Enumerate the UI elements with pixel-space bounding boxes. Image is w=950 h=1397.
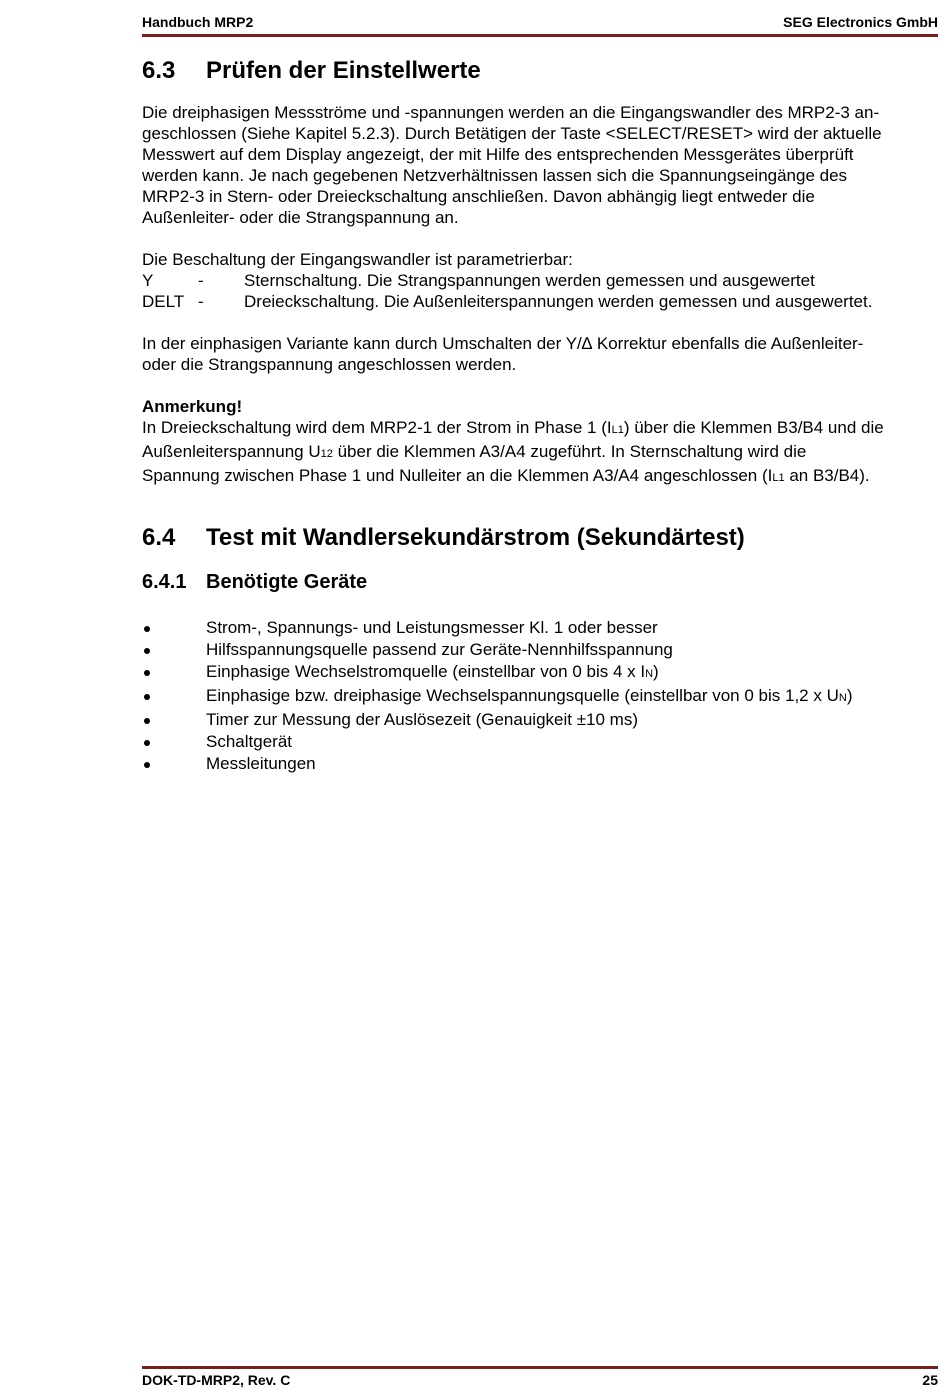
paragraph-line: Außenleiterspannung U12 über die Klemmen A3/A4 zugeführt. In Sternschaltung wird die	[142, 442, 807, 461]
bullet-icon	[142, 753, 206, 775]
note-paragraph	[142, 417, 942, 489]
paragraph-line: Spannung zwischen Phase 1 und Nulleiter an die Klemmen A3/A4 angeschlossen (IL1 an B3/B4).	[142, 466, 870, 485]
list-item: Messleitungen	[142, 753, 942, 775]
section-title: Test mit Wandlersekundärstrom (Sekundärtest)	[206, 524, 745, 551]
wiring-intro: Die Beschaltung der Eingangswandler ist parametrierbar:	[142, 250, 573, 269]
header-company: SEG Electronics GmbH	[783, 14, 938, 30]
mode-key: Y	[142, 271, 154, 290]
page-number: 25	[922, 1372, 938, 1388]
mode-text: Dreieckschaltung. Die Außenleiterspannungen werden gemessen und ausgewertet.	[244, 292, 873, 311]
paragraph-line: In der einphasigen Variante kann durch Umschalten der Y/∆ Korrektur ebenfalls die Außenleiter-	[142, 334, 864, 353]
subsection-heading-6-4-1	[142, 569, 942, 595]
bullet-icon	[142, 731, 206, 753]
section-number: 6.4	[142, 524, 176, 551]
footer-rule	[142, 1366, 938, 1369]
paragraph-line: MRP2-3 in Stern- oder Dreieckschaltung anschließen. Davon abhängig liegt entweder die	[142, 187, 815, 206]
header-manual-title: Handbuch MRP2	[142, 14, 254, 30]
bullet-icon	[142, 617, 206, 639]
paragraph-line: Außenleiter- oder die Strangspannung an.	[142, 208, 459, 227]
list-item: Einphasige Wechselstromquelle (einstellbar von 0 bis 4 x IN)	[142, 661, 942, 685]
mode-key: DELT	[142, 292, 185, 311]
equipment-list	[142, 617, 942, 775]
paragraph-line: werden kann. Je nach gegebenen Netzverhältnissen lassen sich die Spannungseingänge des	[142, 166, 848, 185]
wiring-mode-star	[142, 270, 942, 291]
paragraph-line: Messwert auf dem Display angezeigt, der mit Hilfe des entsprechenden Messgerätes überprüft	[142, 145, 854, 164]
bullet-icon	[142, 661, 206, 685]
list-item: Schaltgerät	[142, 731, 942, 753]
mode-dash: -	[198, 292, 204, 311]
bullet-icon	[142, 709, 206, 731]
mode-dash: -	[198, 271, 204, 290]
subsection-number: 6.4.1	[142, 571, 187, 593]
section-title: Prüfen der Einstellwerte	[206, 57, 481, 84]
paragraph-line: Die dreiphasigen Messströme und -spannungen werden an die Eingangswandler des MRP2-3 an-	[142, 103, 880, 122]
single-phase-paragraph	[142, 333, 942, 375]
mode-text: Sternschaltung. Die Strangspannungen werden gemessen und ausgewertet	[244, 271, 815, 290]
bullet-icon	[142, 685, 206, 709]
paragraph-line: oder die Strangspannung angeschlossen werden.	[142, 355, 517, 374]
paragraph-line: In Dreieckschaltung wird dem MRP2-1 der Strom in Phase 1 (IL1) über die Klemmen B3/B4 und die	[142, 418, 884, 437]
intro-paragraph	[142, 102, 942, 228]
subsection-title: Benötigte Geräte	[206, 571, 368, 593]
list-item: Timer zur Messung der Auslösezeit (Genauigkeit ±10 ms)	[142, 709, 942, 731]
section-heading-6-3	[142, 56, 942, 86]
header-rule	[142, 34, 938, 37]
section-heading-6-4	[142, 523, 942, 553]
page-content	[142, 56, 942, 775]
paragraph-line: geschlossen (Siehe Kapitel 5.2.3). Durch Betätigen der Taste <SELECT/RESET> wird der aktuelle	[142, 124, 882, 143]
bullet-icon	[142, 639, 206, 661]
list-item: Strom-, Spannungs- und Leistungsmesser Kl. 1 oder besser	[142, 617, 942, 639]
wiring-mode-delta	[142, 291, 942, 312]
section-number: 6.3	[142, 57, 176, 84]
list-item: Einphasige bzw. dreiphasige Wechselspannungsquelle (einstellbar von 0 bis 1,2 x UN)	[142, 685, 942, 709]
note-title: Anmerkung!	[142, 397, 243, 416]
footer-document-id: DOK-TD-MRP2, Rev. C	[142, 1372, 291, 1388]
list-item: Hilfsspannungsquelle passend zur Geräte-Nennhilfsspannung	[142, 639, 942, 661]
